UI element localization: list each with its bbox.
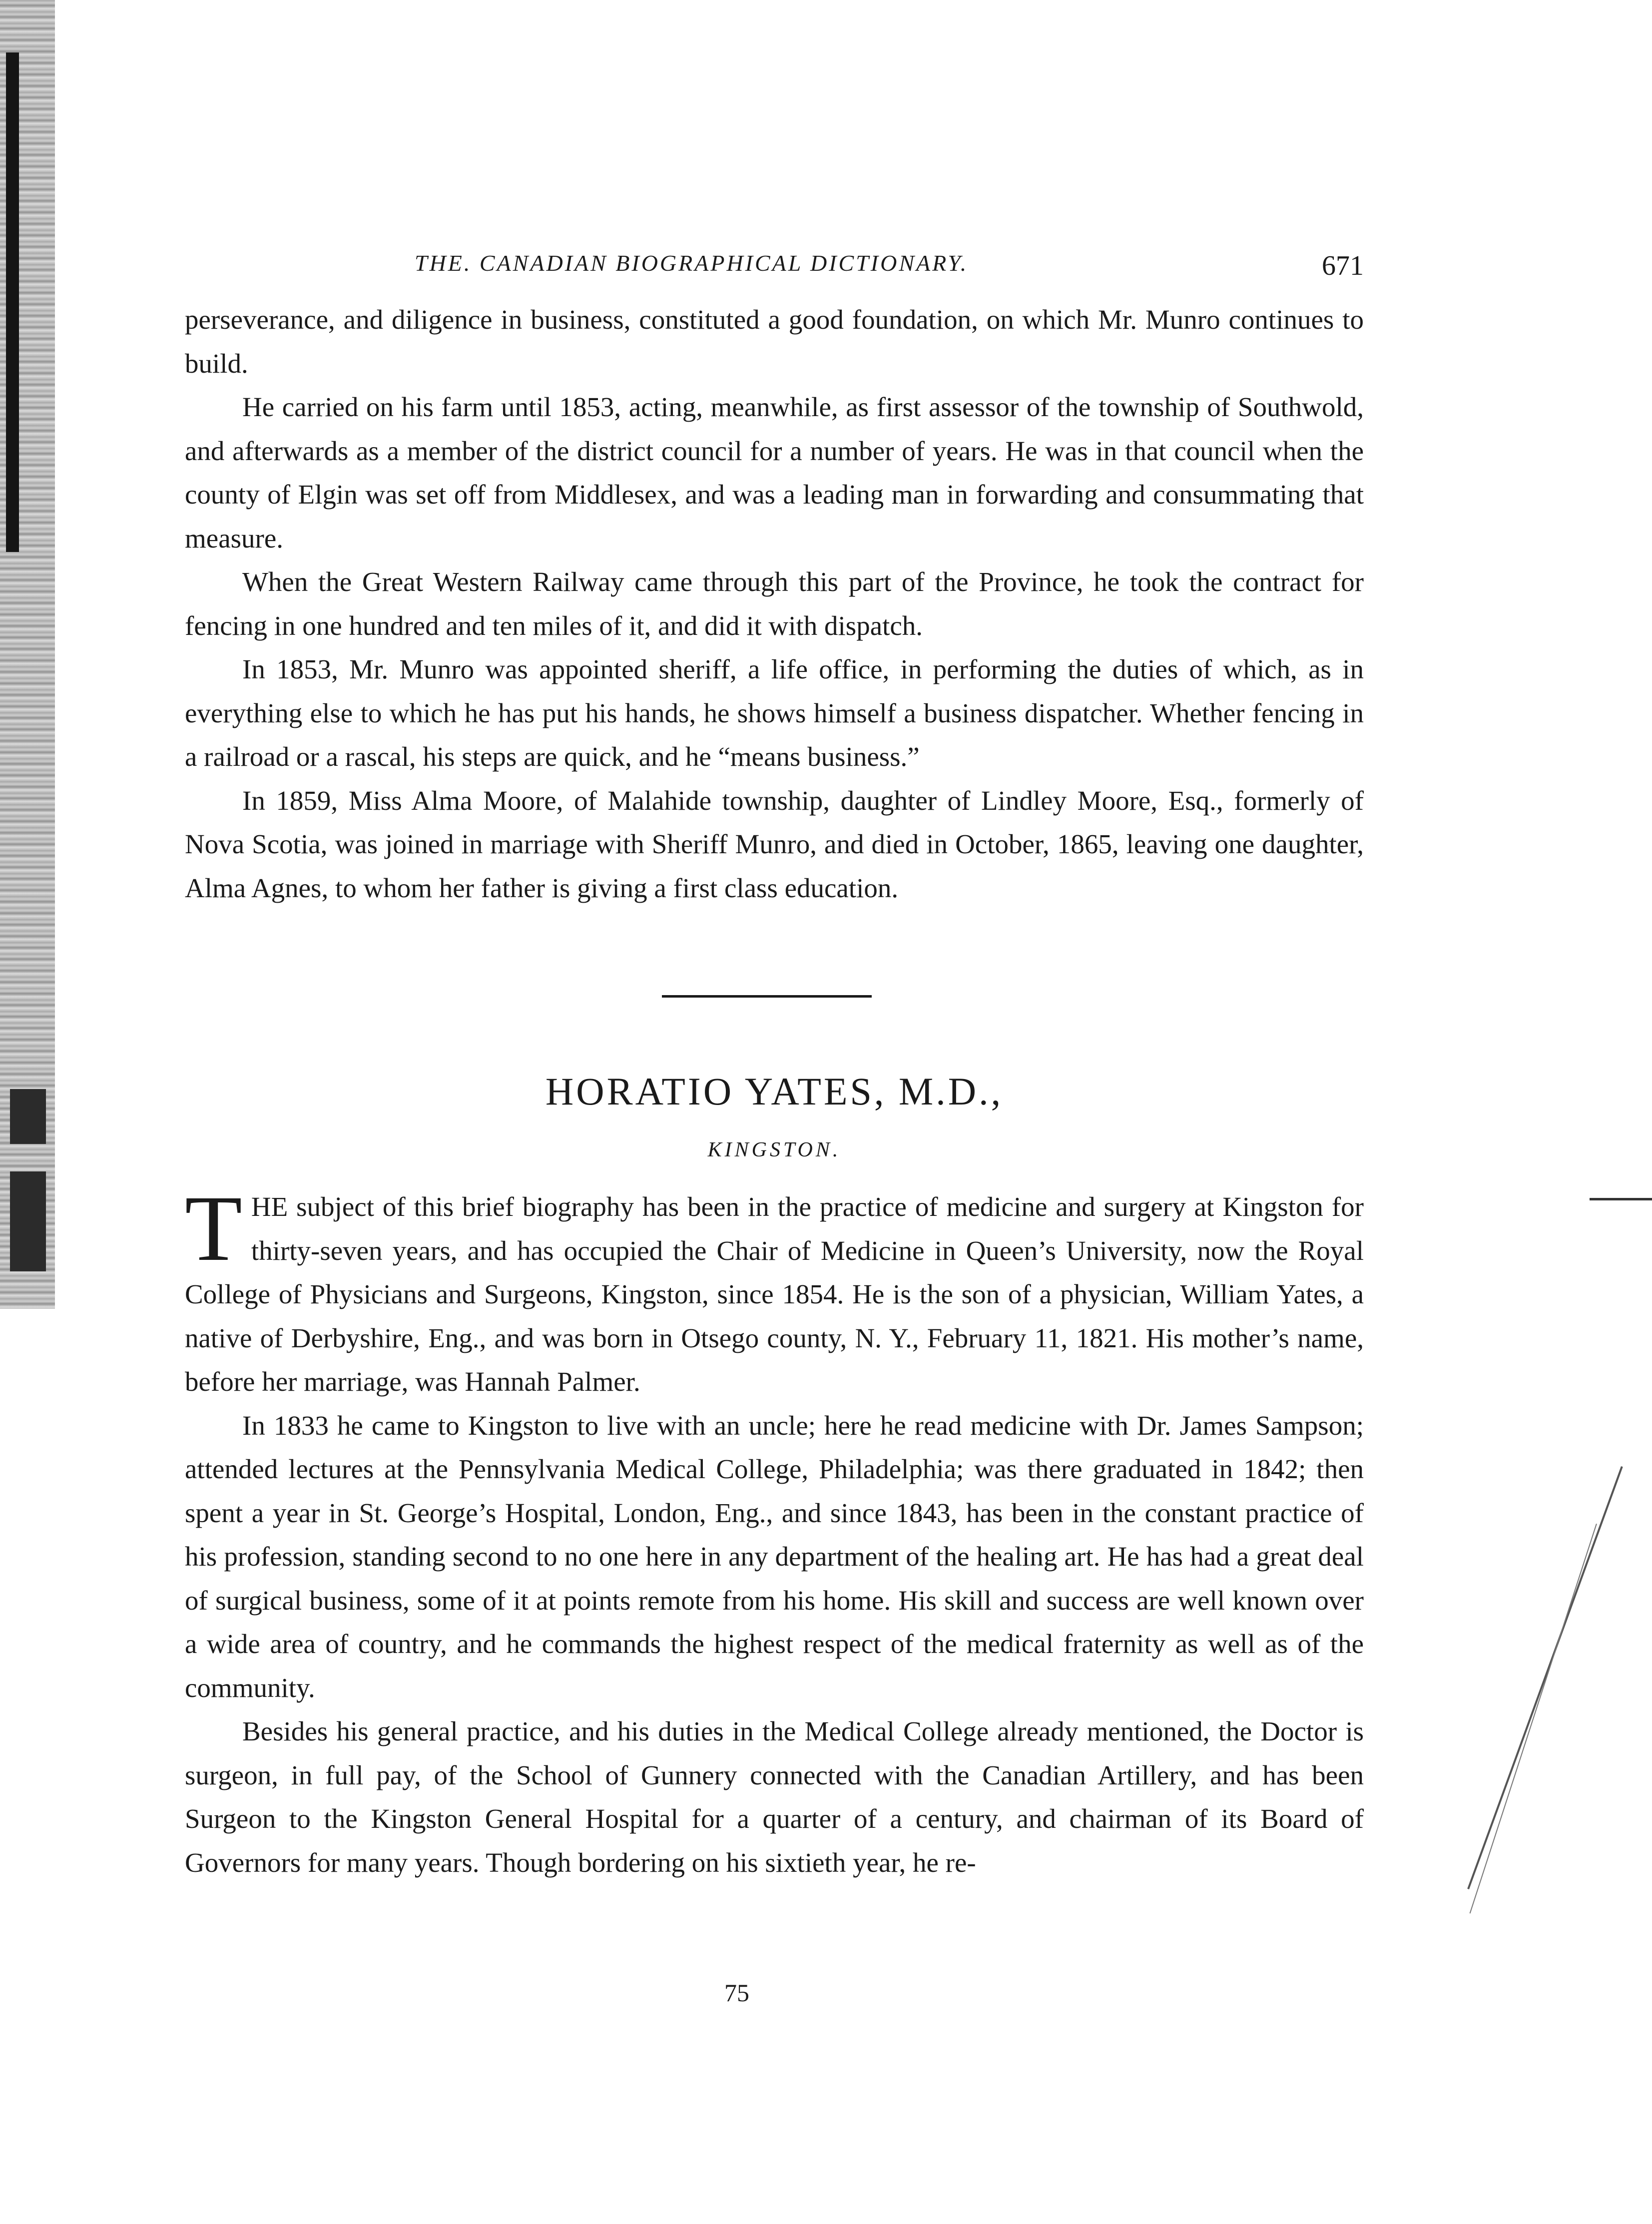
biography-text [185, 1176, 1364, 1884]
page-number: 671 [1322, 250, 1364, 281]
scan-blot [10, 1089, 46, 1144]
scan-dark-edge [6, 52, 19, 552]
paragraph: When the Great Western Railway came through this part of the Province, he took the contract for fencing in one hundred and ten miles of it, and did it with dispatch. [185, 566, 1364, 641]
scan-scratch-line [1470, 1524, 1597, 1913]
margin-dash-mark [1590, 1198, 1652, 1200]
section-divider-rule [662, 995, 872, 998]
paragraph: perseverance, and diligence in business, constituted a good foundation, on which Mr. Munro continues to build. [185, 304, 1364, 379]
paragraph: Besides his general practice, and his duties in the Medical College already mentioned, the Doctor is surgeon, in full pay, of the School of Gunnery connected with the Canadian Artillery, and has been Surgeon to the Kingston General Hospital for a quarter of a century, and chairman of its Board of Governors for many years. Though bordering on his sixtieth year, he re- [185, 1716, 1364, 1878]
paragraph: In 1853, Mr. Munro was appointed sheriff, a life office, in performing the duties of which, as in everything else to which he has put his hands, he shows himself a business dispatcher. Whether fencing in a railroad or a rascal, his steps are quick, and he “means business.” [185, 654, 1364, 772]
signature-mark: 75 [724, 1979, 749, 2007]
scan-blot [10, 1171, 46, 1271]
biography-location: KINGSTON. [707, 1138, 841, 1161]
biography-heading: HORATIO YATES, M.D., [545, 1070, 1004, 1113]
paragraph: In 1859, Miss Alma Moore, of Malahide township, daughter of Lindley Moore, Esq., formerly of Nova Scotia, was joined in marriage with Sheriff Munro, and died in October, 1865, leaving one daughter, Alma Agnes, to whom her father is giving a first class education. [185, 785, 1364, 903]
paragraph [185, 1176, 1364, 1404]
paragraph: He carried on his farm until 1853, acting, meanwhile, as first assessor of the township of Southwold, and afterwards as a member of the district council for a number of years. He was in that council when the county of Elgin was set off from Middlesex, and was a leading man in forwarding and consummating that measure. [185, 392, 1364, 554]
running-title: THE. CANADIAN BIOGRAPHICAL DICTIONARY. [415, 250, 969, 276]
running-header [185, 250, 1364, 285]
drop-cap: T [185, 1176, 242, 1280]
paragraph-body: HE subject of this brief biography has been in the practice of medicine and surgery at Kingston for thirty-seven years, and has occupied the Chair of Medicine in Queen’s University, now the Royal College of Physicians and Surgeons, Kingston, since 1854. He is the son of a physician, William Yates, a native of Derbyshire, Eng., and was born in Otsego county, N. Y., February 11, 1821. His mother’s name, before her marriage, was Hannah Palmer. [185, 1191, 1364, 1397]
previous-biography-text [185, 298, 1364, 910]
paragraph: In 1833 he came to Kingston to live with an uncle; here he read medicine with Dr. James Sampson; attended lectures at the Pennsylvania Medical College, Philadelphia; was there graduated in 1842; then spent a year in St. George’s Hospital, London, Eng., and since 1843, has been in the constant practice of his profession, standing second to no one here in any department of the healing art. He has had a great deal of surgical business, some of it at points remote from his home. His skill and success are well known over a wide area of country, and he commands the highest respect of the medical fraternity as well as of the community. [185, 1410, 1364, 1703]
scan-scratch-line [1467, 1466, 1623, 1889]
